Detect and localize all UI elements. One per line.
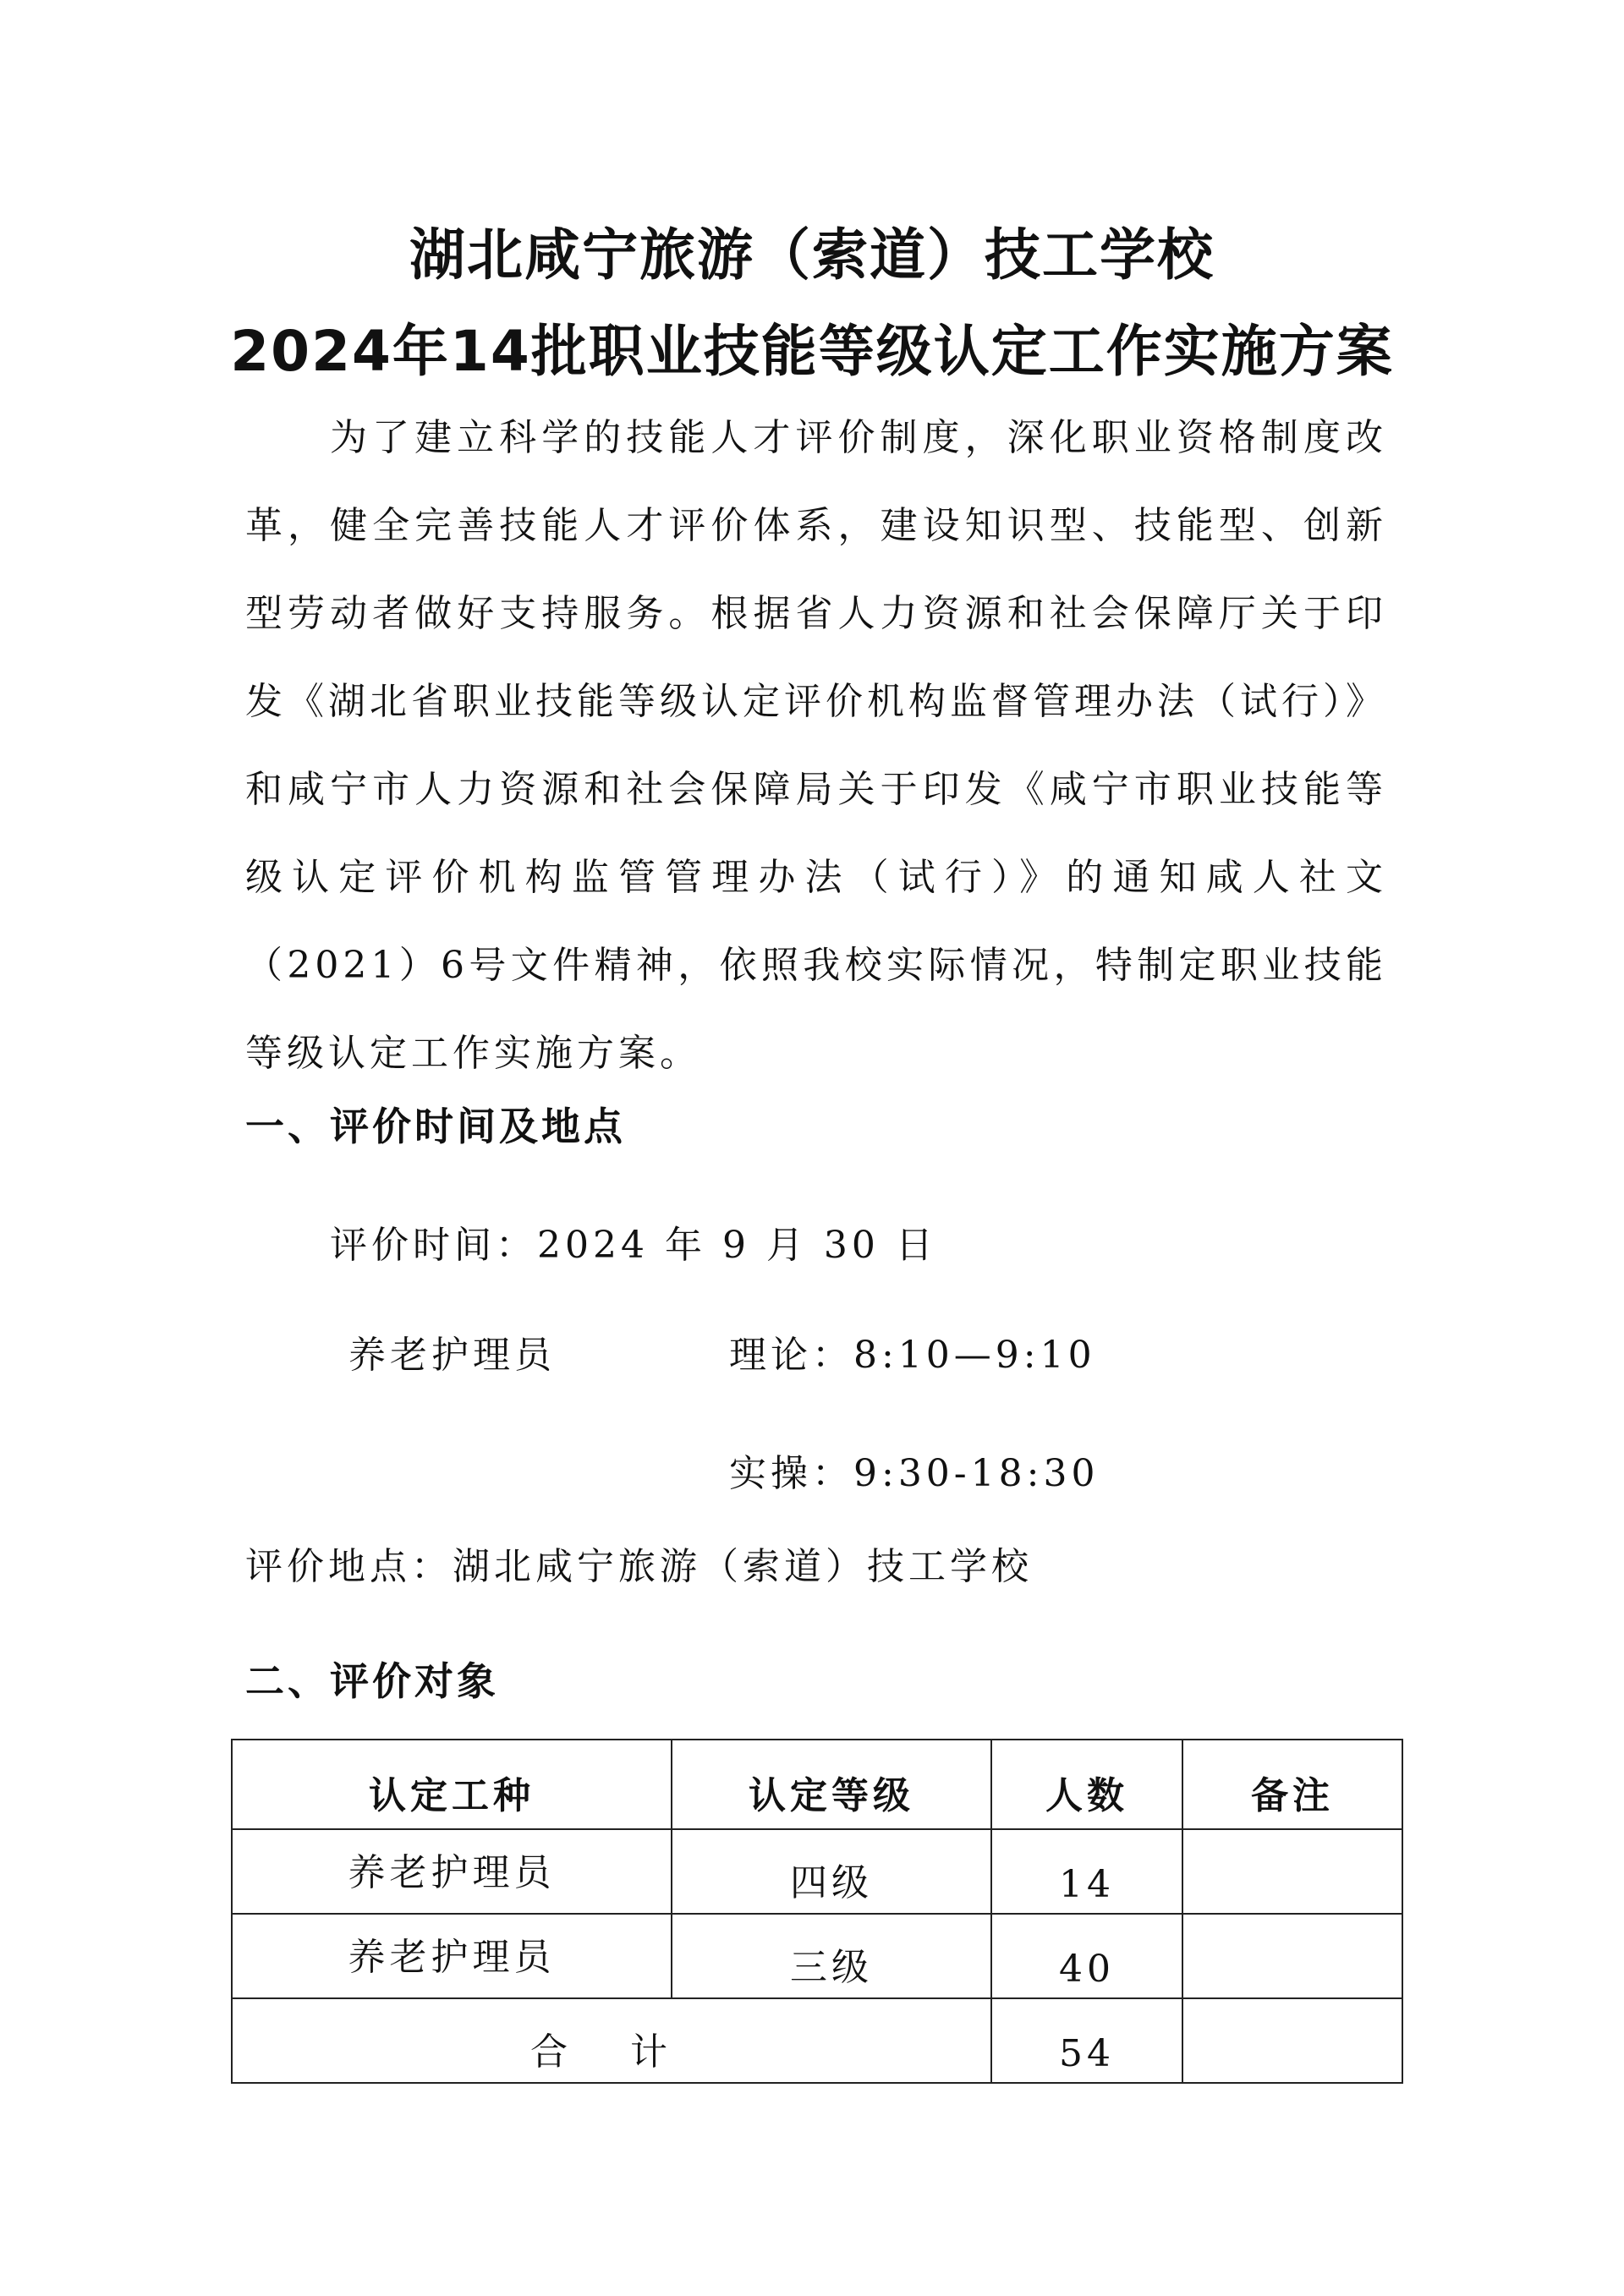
- document-title-line-1: 湖北咸宁旅游（索道）技工学校: [409, 222, 1215, 288]
- evaluation-time: 评价时间：2024 年 9 月 30 日: [330, 1224, 937, 1267]
- table-header-count: 人数: [991, 1740, 1182, 1829]
- section-heading-targets: 二、评价对象: [245, 1658, 499, 1704]
- practice-time: 实操：9:30-18:30: [729, 1452, 1100, 1495]
- table-header-note: 备注: [1182, 1740, 1402, 1829]
- section-heading-time-place: 一、评价时间及地点: [245, 1104, 626, 1149]
- table-row: [232, 1914, 1402, 1998]
- table-cell-count: 40: [991, 1914, 1182, 1998]
- table-cell-job: 养老护理员: [232, 1914, 672, 1998]
- evaluation-job: 养老护理员: [348, 1334, 556, 1377]
- table-cell-level: 四级: [672, 1829, 991, 1914]
- table-total-label: 合 计: [232, 1998, 991, 2083]
- targets-table: [231, 1739, 1403, 2084]
- table-cell-job: 养老护理员: [232, 1829, 672, 1914]
- table-cell-level: 三级: [672, 1914, 991, 1998]
- table-cell-note: [1182, 1914, 1402, 1998]
- evaluation-place: 评价地点：湖北咸宁旅游（索道）技工学校: [245, 1545, 1033, 1588]
- table-total-count: 54: [991, 1998, 1182, 2083]
- table-total-row: [232, 1998, 1402, 2083]
- table-header-level: 认定等级: [672, 1740, 991, 1829]
- table-cell-count: 14: [991, 1829, 1182, 1914]
- table-header-row: [232, 1740, 1402, 1829]
- table-cell-note: [1182, 1829, 1402, 1914]
- theory-time: 理论：8:10—9:10: [729, 1334, 1096, 1377]
- document-title-line-2: 2024年14批职业技能等级认定工作实施方案: [230, 319, 1394, 384]
- table-row: [232, 1829, 1402, 1914]
- intro-paragraph: 为了建立科学的技能人才评价制度，深化职业资格制度改革，健全完善技能人才评价体系，建设知识型、技能型、创新型劳动者做好支持服务。根据省人力资源和社会保障厅关于印发《湖北省职业技能等级认定评价机构监督管理办法（试行）》和咸宁市人力资源和社会保障局关于印发《咸宁市职业技能等级认定评价机构监管管理办法（试行）》的通知咸人社文（2021）6号文件精神，依照我校实际情况，特制定职业技能等级认定工作实施方案。: [245, 416, 1387, 1075]
- table-header-job: 认定工种: [232, 1740, 672, 1829]
- table-total-note: [1182, 1998, 1402, 2083]
